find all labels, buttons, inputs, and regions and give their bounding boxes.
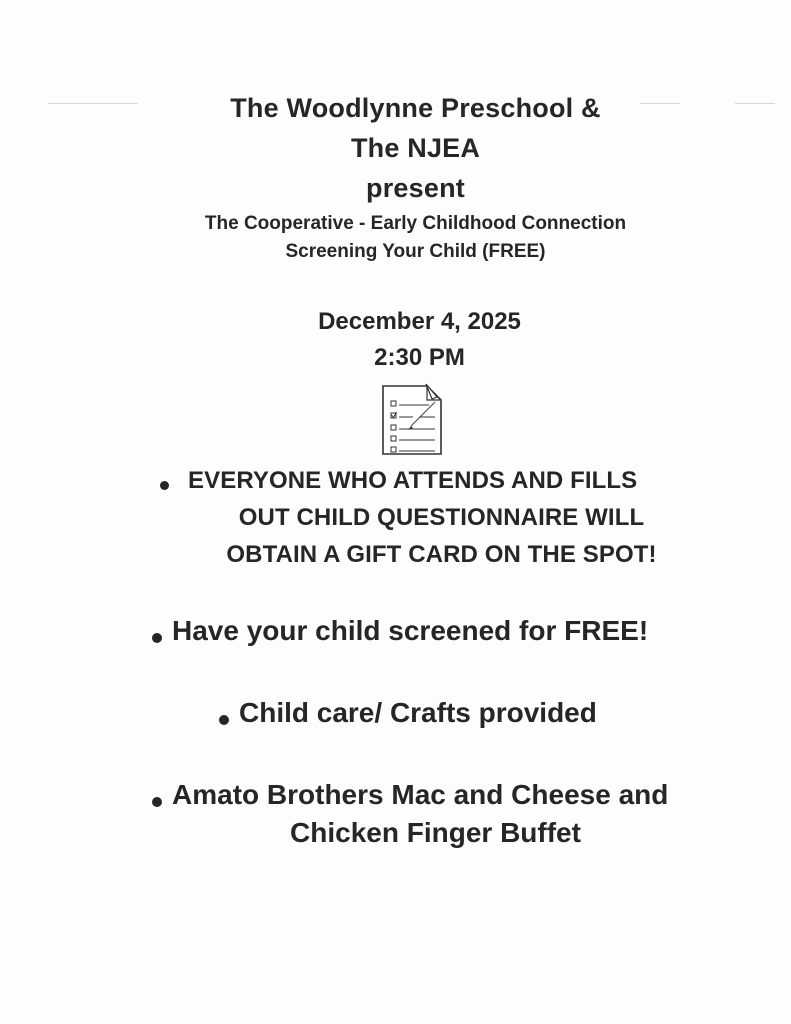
child-care-item: Child care/ Crafts provided: [239, 697, 597, 728]
title-line-3: present: [366, 173, 465, 203]
event-time: 2:30 PM: [374, 344, 465, 371]
title-line-2: The NJEA: [350, 133, 481, 163]
gift-card-line-3: OBTAIN A GIFT CARD ON THE SPOT!: [226, 541, 657, 568]
gift-card-line-2: OUT CHILD QUESTIONNAIRE WILL: [238, 504, 645, 531]
subtitle-line-1: The Cooperative - Early Childhood Connection: [204, 213, 627, 234]
checklist-document-icon: [377, 380, 447, 458]
bullet-dot: [160, 481, 169, 490]
subtitle-line-2: Screening Your Child (FREE): [285, 241, 546, 262]
bullet-dot: [219, 715, 229, 725]
buffet-line-2: Chicken Finger Buffet: [290, 817, 581, 848]
title-line-1: The Woodlynne Preschool &: [230, 93, 601, 123]
event-date: December 4, 2025: [318, 308, 521, 335]
buffet-line-1: Amato Brothers Mac and Cheese and: [172, 779, 669, 810]
gift-card-line-1: EVERYONE WHO ATTENDS AND FILLS: [188, 467, 638, 494]
bullet-dot: [152, 633, 162, 643]
free-screening-item: Have your child screened for FREE!: [172, 615, 649, 646]
bullet-dot: [152, 797, 162, 807]
